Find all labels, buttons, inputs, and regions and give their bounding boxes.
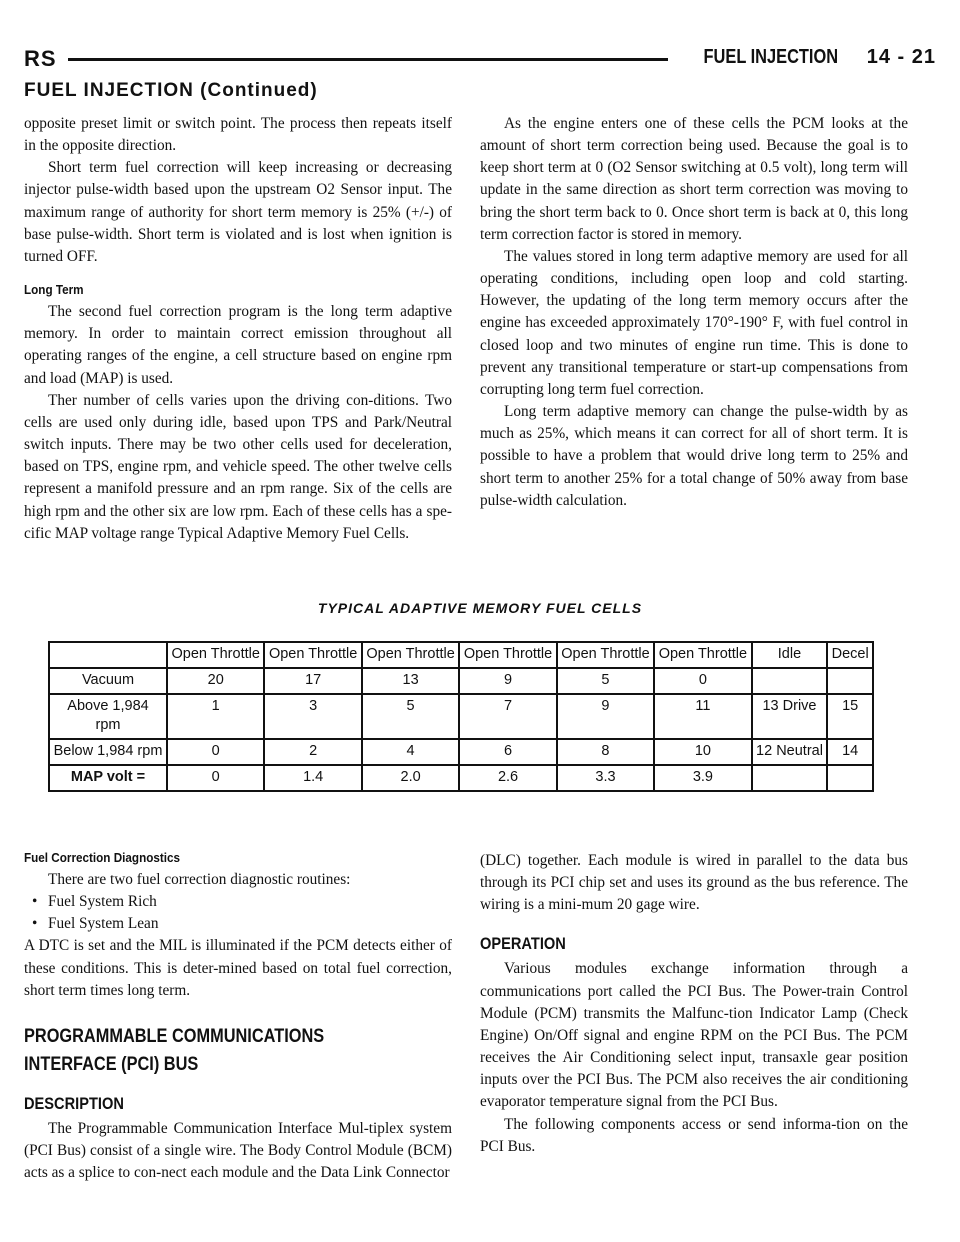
table-cell: 6 [459, 739, 556, 765]
paragraph: opposite preset limit or switch point. The process then repeats itself in the opposite direction. [24, 115, 452, 155]
table-cell: 9 [557, 694, 654, 739]
table-cell: 10 [654, 739, 751, 765]
bullet-item [24, 913, 452, 935]
table-cell [827, 668, 873, 694]
paragraph: Short term fuel correction will keep increasing or decreasing injector pulse-width based upon the upstream O2 Sensor input. The maximum range of authority for short term memory is 25% (+/-) of base pulse-width. Short term is violated and is lost when ignition is turned OFF. [24, 159, 452, 265]
table-header-cell: Idle [752, 642, 828, 668]
table-cell [752, 765, 828, 791]
table-row-label: Above 1,984 rpm [49, 694, 167, 739]
diagnostics-heading: Fuel Correction Diagnostics [24, 850, 181, 865]
table-cell: 17 [264, 668, 361, 694]
table-cell: 15 [827, 694, 873, 739]
table-cell: 2.6 [459, 765, 556, 791]
table-cell [827, 765, 873, 791]
table-cell: 9 [459, 668, 556, 694]
table-row-label: Below 1,984 rpm [49, 739, 167, 765]
paragraph: (DLC) together. Each module is wired in parallel to the data bus through its PCI chip set and uses its ground as the bus reference. The wiring is a mini-mum 20 gage wire. [480, 852, 908, 914]
table-header-row [49, 642, 873, 668]
table-caption: TYPICAL ADAPTIVE MEMORY FUEL CELLS [317, 600, 643, 616]
table-row-label: Vacuum [49, 668, 167, 694]
right-column-top [480, 113, 908, 512]
continued-title: FUEL INJECTION (Continued) [24, 80, 318, 101]
paragraph: As the engine enters one of these cells the PCM looks at the amount of short term correction being used. Because the goal is to keep short term at 0 (O2 Sensor switching at 0.5 volt), long term will update in the same direction as short term correction was moving to bring the short term back to 0. Once short term is back at 0, this long term correction factor is stored in memory. [480, 115, 908, 243]
pci-heading-line1: PROGRAMMABLE COMMUNICATIONS [24, 1025, 325, 1047]
table-header-cell: Open Throttle [654, 642, 751, 668]
table-header-cell: Open Throttle [167, 642, 264, 668]
header-rule [68, 58, 668, 61]
table-cell: 5 [362, 694, 459, 739]
table-cell: 5 [557, 668, 654, 694]
paragraph: The Programmable Communication Interface Mul-tiplex system (PCI Bus) consist of a single wire. The Body Control Module (BCM) acts as a splice to con-nect each module and the Data Link Connector [24, 1119, 452, 1182]
header-section-title: FUEL INJECTION [703, 46, 838, 68]
bullet-text: Fuel System Lean [48, 915, 159, 933]
table-cell: 13 [362, 668, 459, 694]
paragraph: Long term adaptive memory can change the pulse-width by as much as 25%, which means it can correct for all of short term. It is possible to have a problem that would drive long term to 25% and short term to another 25% for a total change of 50% away from base pulse-width calculation. [480, 403, 908, 509]
table-cell: 14 [827, 739, 873, 765]
table-header-cell: Open Throttle [362, 642, 459, 668]
table-header-cell: Decel [827, 642, 873, 668]
operation-heading: OPERATION [480, 934, 566, 954]
table-cell: 13 Drive [752, 694, 828, 739]
paragraph: There are two fuel correction diagnostic routines: [48, 871, 351, 888]
paragraph: Ther number of cells varies upon the driving con-ditions. Two cells are used only during idle, based upon TPS and Park/Neutral switch inputs. There may be two other cells used for deceleration, based on TPS, engine rpm, and vehicle speed. The other twelve cells represent a manifold pressure and an rpm range. Six of the cells are high rpm and the other six are low rpm. Each of these cells has a spe-cific MAP voltage range Typical Adaptive Memory Fuel Cells. [24, 391, 452, 542]
paragraph: Various modules exchange information through a communications port called the PCI Bus. The Power-train Control Module (PCM) transmits the Malfunc-tion Indicator Lamp (Check Engine) On/Off signal and engine RPM on the PCI Bus. The PCM receives the Air Conditioning select input, transaxle gear position inputs over the PCI Bus. The PCM also receives the air conditioning evaporator temperature signal from the PCI Bus. [480, 960, 908, 1111]
table-cell: 2 [264, 739, 361, 765]
table-cell: 0 [167, 765, 264, 791]
table-cell: 3.9 [654, 765, 751, 791]
page-header [24, 44, 936, 74]
table-cell: 2.0 [362, 765, 459, 791]
bullet-item [24, 891, 452, 913]
long-term-heading: Long Term [24, 282, 84, 298]
table-header-cell: Open Throttle [557, 642, 654, 668]
table-cell: 3 [264, 694, 361, 739]
header-page-number: 14 - 21 [866, 46, 936, 68]
left-column-top [24, 113, 452, 545]
table-header-cell: Open Throttle [264, 642, 361, 668]
table-cell: 1.4 [264, 765, 361, 791]
bullet-text: Fuel System Rich [48, 893, 157, 911]
adaptive-memory-table [48, 641, 874, 792]
paragraph: The following components access or send informa-tion on the PCI Bus. [480, 1115, 908, 1155]
table-cell: 3.3 [557, 765, 654, 791]
table-row [49, 668, 873, 694]
table-cell: 4 [362, 739, 459, 765]
table-cell: 0 [654, 668, 751, 694]
table-cell: 20 [167, 668, 264, 694]
table-cell: 7 [459, 694, 556, 739]
header-model-code: RS [24, 46, 57, 71]
table-header-cell: Open Throttle [459, 642, 556, 668]
table-header-cell [49, 642, 167, 668]
paragraph: A DTC is set and the MIL is illuminated if the PCM detects either of these conditions. This is deter-mined based on total fuel correction, short term times long term. [24, 937, 452, 999]
table-row-label: MAP volt = [49, 765, 167, 791]
paragraph: The values stored in long term adaptive memory are used for all operating conditions, including open loop and cold starting. However, the updating of the long term memory occurs after the engine has exceeded approximately 170°-190° F, with fuel control in closed loop and two minutes of engine run time. This is done to prevent any transitional temperature or start-up compensations from corrupting long term fuel correction. [480, 247, 908, 398]
bullet-icon: • [32, 893, 38, 911]
table-cell [752, 668, 828, 694]
pci-heading-line2: INTERFACE (PCI) BUS [24, 1053, 199, 1075]
table-cell: 11 [654, 694, 751, 739]
table-row [49, 765, 873, 791]
bullet-icon: • [32, 915, 38, 933]
left-column-bottom [24, 850, 452, 1184]
table-cell: 1 [167, 694, 264, 739]
table-row [49, 694, 873, 739]
description-heading: DESCRIPTION [24, 1093, 124, 1113]
table-cell: 0 [167, 739, 264, 765]
paragraph: The second fuel correction program is the long term adaptive memory. In order to maintain correct emission throughout all operating ranges of the engine, a cell structure based on engine rpm and load (MAP) is used. [24, 303, 452, 387]
table-cell: 8 [557, 739, 654, 765]
right-column-bottom [480, 850, 908, 1158]
table-cell: 12 Neutral [752, 739, 828, 765]
table-row [49, 739, 873, 765]
